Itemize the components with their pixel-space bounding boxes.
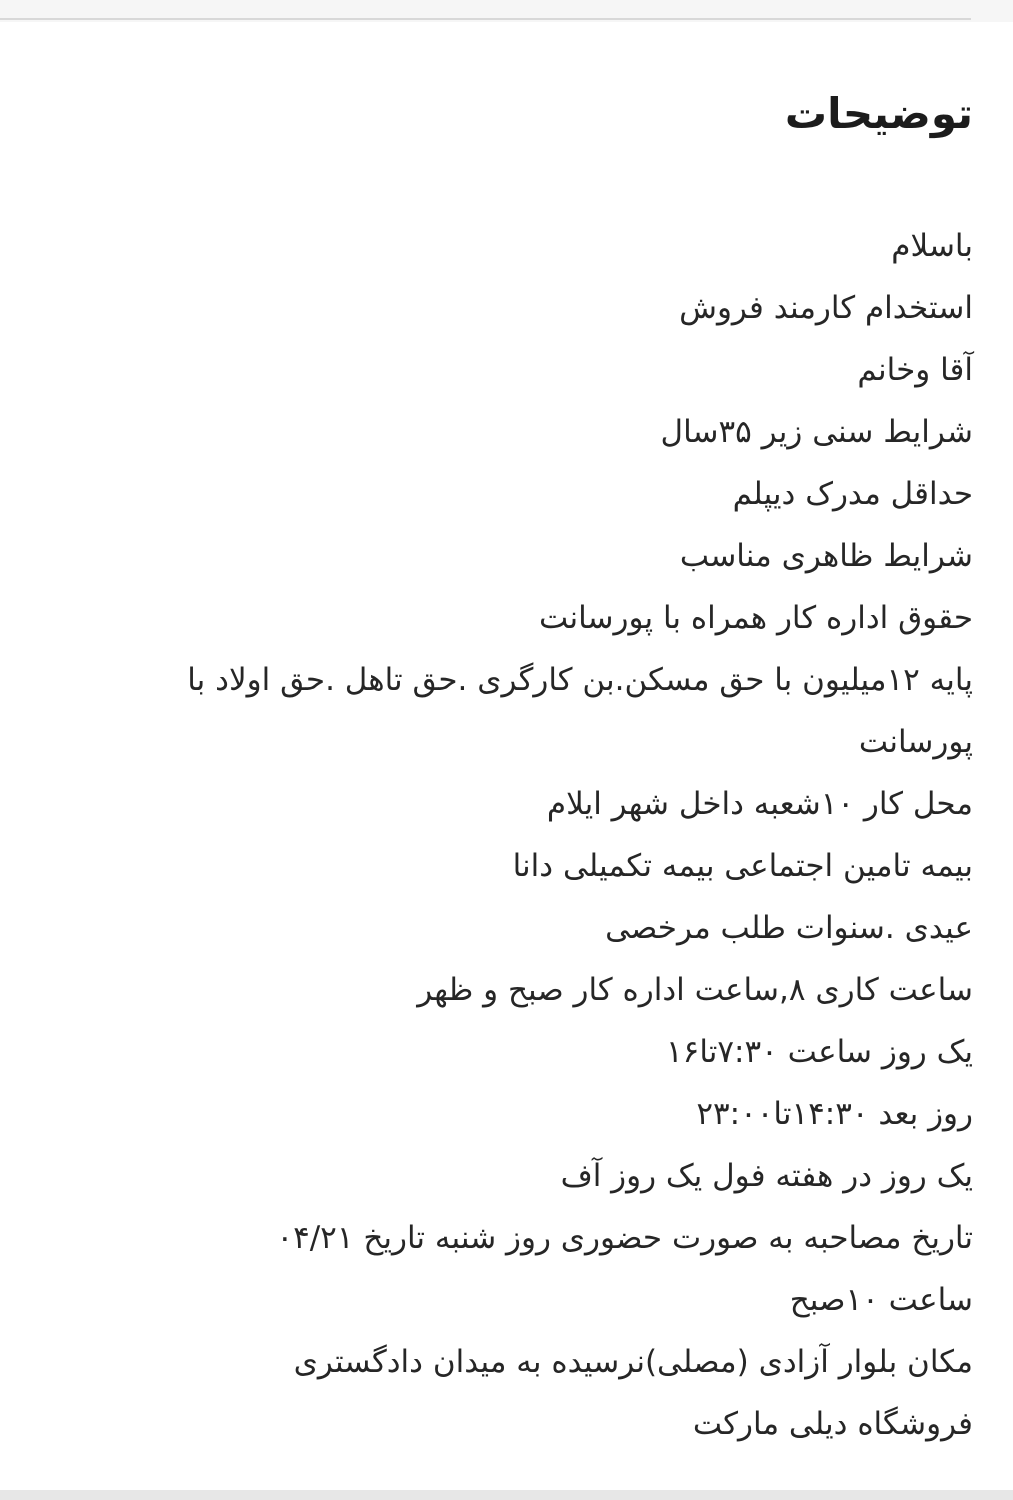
description-line-work-hours: ساعت کاری ۸,ساعت اداره کار صبح و ظهر	[417, 972, 973, 1008]
bottom-divider	[0, 1490, 1013, 1500]
description-line-salary: حقوق اداره کار همراه با پورسانت	[539, 600, 973, 636]
description-line-age: شرایط سنی زیر ۳۵سال	[660, 414, 973, 450]
top-divider	[0, 0, 1013, 22]
description-line-benefits: پایه ۱۲میلیون با حق مسکن.بن کارگری .حق تاهل .حق اولاد با پورسانت	[187, 662, 973, 760]
description-line-insurance: بیمه تامین اجتماعی بیمه تکمیلی دانا	[512, 848, 973, 884]
description-line-job-title: استخدام کارمند فروش	[679, 290, 973, 326]
section-title: توضیحات	[784, 89, 973, 138]
description-line-interview-date: تاریخ مصاحبه به صورت حضوری روز شنبه تاریخ ۰۴/۲۱	[276, 1220, 973, 1256]
description-line-gender: آقا وخانم	[857, 352, 973, 388]
description-line-appearance: شرایط ظاهری مناسب	[679, 538, 973, 574]
description-line-schedule: یک روز در هفته فول یک روز آف	[560, 1158, 973, 1194]
description-line-shift-one: یک روز ساعت ۷:۳۰تا۱۶	[666, 1034, 973, 1070]
description-line-bonus: عیدی .سنوات طلب مرخصی	[605, 910, 973, 946]
description-card	[0, 22, 1013, 1490]
description-content	[83, 86, 973, 1455]
description-line-education: حداقل مدرک دیپلم	[732, 476, 973, 512]
description-text	[83, 215, 973, 1455]
description-line-shift-two: روز بعد ۱۴:۳۰تا۲۳:۰۰	[696, 1096, 973, 1132]
description-line-interview-time: ساعت ۱۰صبح	[789, 1282, 973, 1318]
description-line-store: فروشگاه دیلی مارکت	[692, 1406, 973, 1442]
description-line-address: مکان بلوار آزادی (مصلی)نرسیده به میدان دادگستری	[293, 1344, 973, 1380]
description-line-location: محل کار ۱۰شعبه داخل شهر ایلام	[546, 786, 973, 822]
description-line-greeting: باسلام	[891, 228, 973, 264]
